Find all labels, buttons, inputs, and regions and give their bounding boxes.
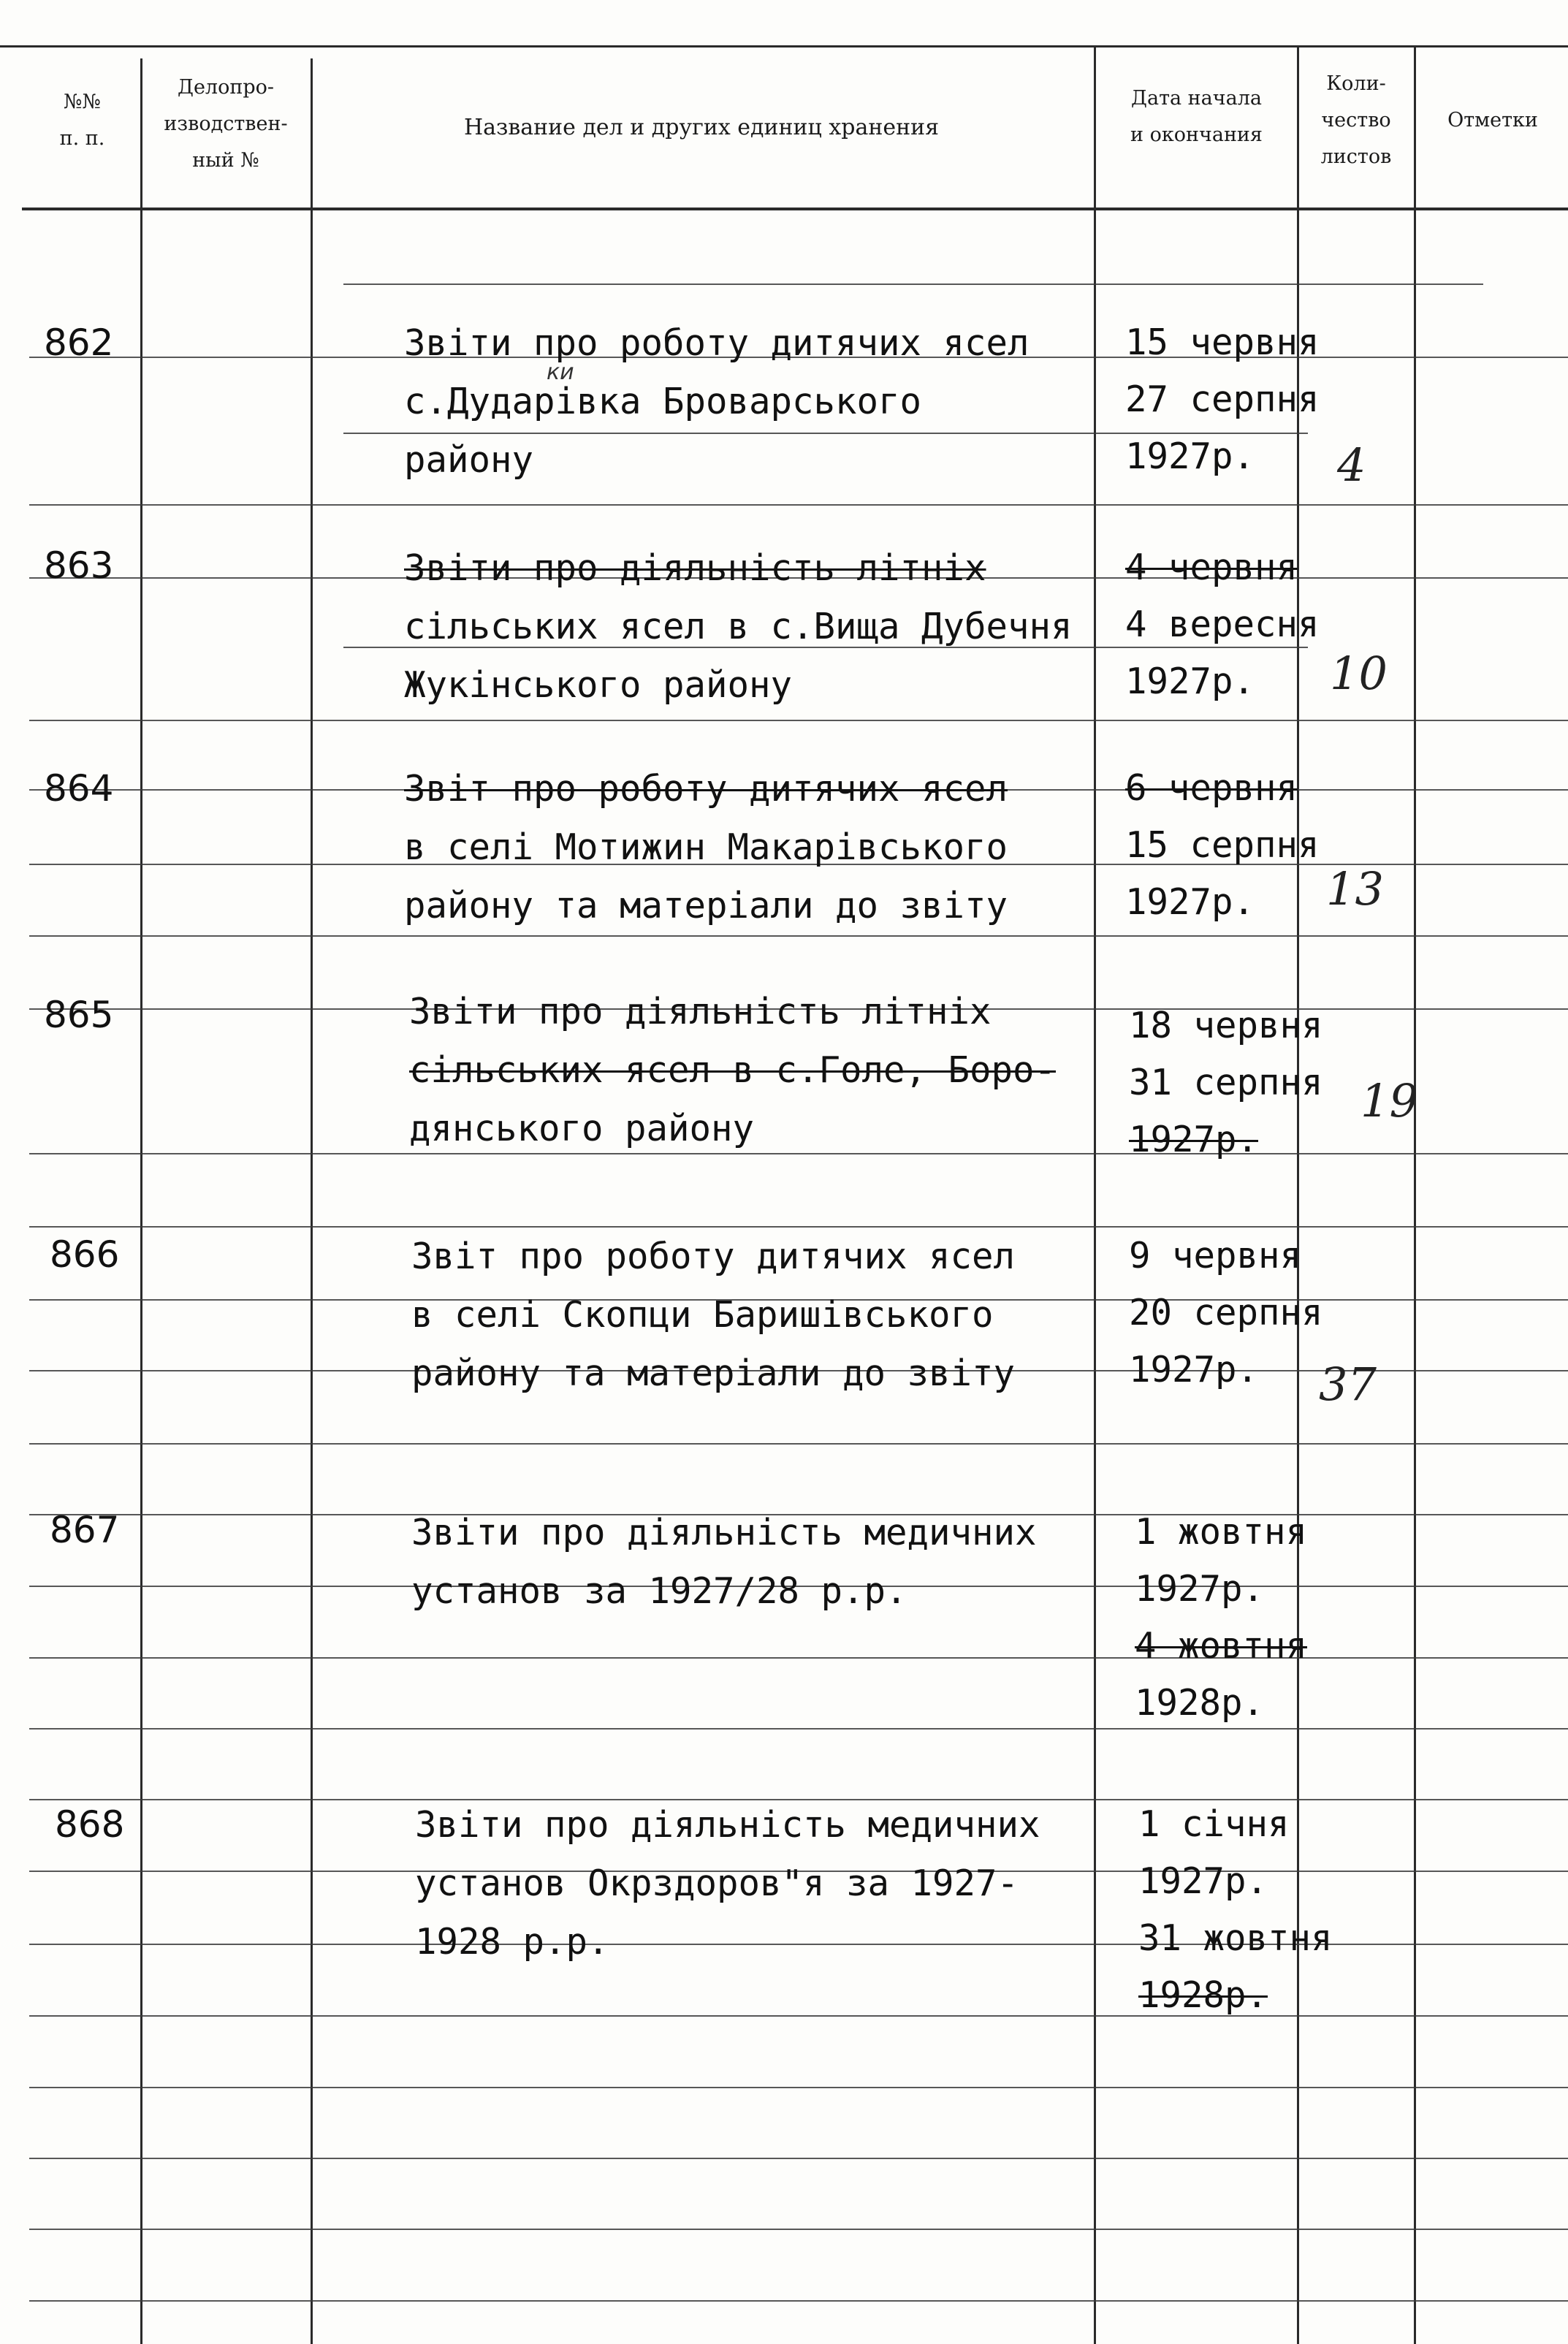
title-line: Звіти про роботу дитячих ясел	[404, 322, 1030, 364]
header-office-num: Делопро- изводствен- ный №	[164, 76, 288, 172]
entry-number: 868	[55, 1803, 125, 1846]
ruled-line	[29, 1728, 1568, 1730]
ruled-line	[29, 2158, 1568, 2159]
header-dates: Дата начала и окончания	[1130, 87, 1263, 146]
date-line: 18 червня	[1129, 1005, 1323, 1046]
entry-dates	[1125, 314, 1320, 485]
entry-title	[404, 760, 1008, 935]
ruled-line	[29, 2015, 1568, 2017]
entry-title	[409, 983, 1056, 1158]
entry-dates	[1125, 539, 1320, 710]
sheet-count: 13	[1326, 862, 1384, 916]
title-line: району	[404, 439, 534, 481]
date-line: 27 серпня	[1125, 378, 1320, 420]
date-line: 1927р.	[1129, 1119, 1259, 1160]
entry-dates	[1135, 1504, 1307, 1732]
title-line: Звіти про діяльність літніх	[409, 991, 992, 1032]
entry-title	[411, 1504, 1037, 1621]
title-line: району та матеріали до звіту	[404, 885, 1008, 926]
entry-number: 863	[44, 544, 114, 587]
date-line: 31 серпня	[1129, 1062, 1323, 1103]
title-line: 1928 р.р.	[415, 1921, 609, 1963]
title-line: в селі Скопци Баришівського	[411, 1294, 994, 1336]
date-line: 9 червня	[1129, 1235, 1302, 1276]
entry-dates	[1129, 1228, 1323, 1399]
date-line: 20 серпня	[1129, 1292, 1323, 1333]
sheet-count: 19	[1360, 1074, 1418, 1127]
entry-title	[404, 314, 1030, 490]
entry-title	[411, 1228, 1015, 1403]
entry-dates	[1125, 760, 1320, 931]
date-line: 4 червня	[1125, 547, 1298, 588]
entry-number: 865	[44, 994, 114, 1036]
title-line: установ Окрздоров"я за 1927-	[415, 1862, 1019, 1904]
title-line: району та матеріали до звіту	[411, 1352, 1016, 1394]
ruled-line	[29, 2229, 1568, 2230]
date-line: 1927р.	[1125, 881, 1255, 923]
title-line: Звіт про роботу дитячих ясел	[411, 1236, 1016, 1277]
entry-dates	[1129, 997, 1323, 1168]
date-line: 1927р.	[1135, 1568, 1265, 1610]
sheet-count: 10	[1330, 647, 1388, 700]
date-line: 1 жовтня	[1135, 1511, 1308, 1553]
ruled-line	[29, 2300, 1568, 2302]
date-line: 1927р.	[1138, 1860, 1268, 1902]
ruled-line	[29, 720, 1568, 721]
title-line: сільських ясел в с.Голе, Боро-	[409, 1049, 1057, 1091]
header-count: Коли- чество листов	[1320, 72, 1392, 168]
header-notes: Отметки	[1447, 109, 1538, 132]
entry-number: 864	[44, 767, 114, 810]
date-line: 4 жовтня	[1135, 1625, 1308, 1667]
header-title: Название дел и других единиц хранения	[463, 115, 940, 140]
ruled-line	[29, 504, 1568, 506]
date-line: 1928р.	[1135, 1682, 1265, 1724]
entry-number: 862	[44, 321, 114, 364]
date-line: 1927р.	[1125, 435, 1255, 477]
col-divider-5	[1414, 47, 1416, 2344]
entry-title	[404, 539, 1073, 715]
title-line: Звіти про діяльність літніх	[404, 547, 986, 589]
title-line: сільських ясел в с.Вища Дубечня	[404, 606, 1073, 647]
title-line: Звіти про діяльність медичних	[411, 1512, 1037, 1553]
entry-number: 866	[50, 1233, 120, 1276]
title-line: дянського району	[409, 1108, 755, 1149]
sheet-count: 4	[1337, 438, 1366, 492]
col-divider-3	[1094, 47, 1096, 2344]
ruled-line	[29, 2087, 1568, 2088]
title-line: установ за 1927/28 р.р.	[411, 1570, 907, 1612]
handwritten-correction: ки	[547, 359, 574, 385]
title-line: Звіти про діяльність медичних	[415, 1804, 1040, 1846]
date-line: 15 червня	[1125, 321, 1320, 363]
entry-title	[415, 1796, 1040, 1971]
title-line: Звіт про роботу дитячих ясел	[404, 768, 1008, 810]
sheet-count: 37	[1319, 1358, 1377, 1411]
col-divider-2	[311, 58, 313, 2344]
title-line: Жукінського району	[404, 664, 793, 706]
ruled-line	[29, 1443, 1568, 1445]
date-line: 1927р.	[1129, 1349, 1259, 1390]
date-line: 1927р.	[1125, 661, 1255, 702]
title-line: с.Дударівка Броварського	[404, 381, 922, 422]
date-line: 6 червня	[1125, 767, 1298, 809]
date-line: 1 січня	[1138, 1803, 1290, 1845]
title-line: в селі Мотижин Макарівського	[404, 826, 1008, 868]
date-line: 1928р.	[1138, 1974, 1268, 2016]
top-border	[0, 45, 1568, 47]
header-bottom-border	[22, 208, 1568, 210]
date-line: 15 серпня	[1125, 824, 1320, 866]
entry-dates	[1138, 1796, 1333, 2024]
header-num: №№ п. п.	[59, 91, 105, 150]
ruled-line	[29, 935, 1568, 937]
col-divider-1	[140, 58, 142, 2344]
ruled-line	[343, 284, 1483, 285]
date-line: 4 вересня	[1125, 604, 1320, 645]
ruled-line	[29, 1657, 1568, 1659]
date-line: 31 жовтня	[1138, 1917, 1333, 1959]
entry-number: 867	[50, 1509, 120, 1551]
